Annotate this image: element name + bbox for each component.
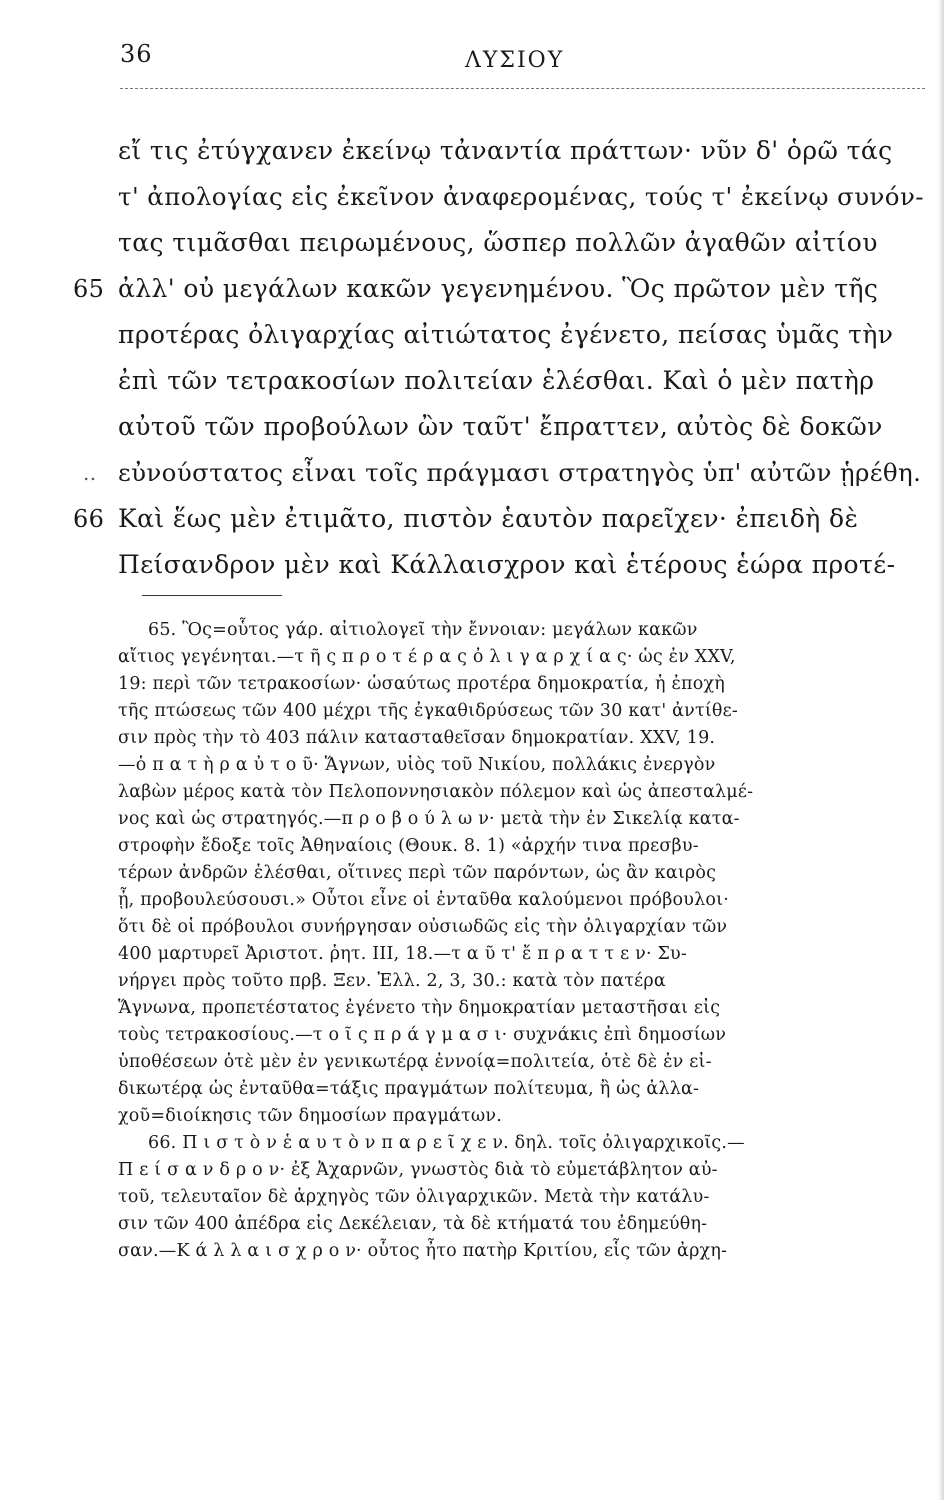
line-text: τας τιμᾶσθαι πειρωμένους, ὥσπερ πολλῶν ἀγαθῶν αἰτίου <box>118 228 878 257</box>
note-line: τοῦ, τελευταῖον δὲ ἀρχηγὸς τῶν ὀλιγαρχικῶν. Μετὰ τὴν κατάλυ- <box>118 1187 710 1207</box>
note-line: Π ε ί σ α ν δ ρ ο ν· ἐξ Ἀχαρνῶν, γνωστὸς διὰ τὸ εὐμετάβλητον αὐ- <box>118 1160 718 1180</box>
text-line <box>118 174 928 220</box>
text-line <box>118 404 928 450</box>
note-line: τέρων ἀνδρῶν ἑλέσθαι, οἵτινες περὶ τῶν παρόντων, ὡς ἂν καιρὸς <box>118 863 717 883</box>
note-line: ὅτι δὲ οἱ πρόβουλοι συνήργησαν οὐσιωδῶς εἰς τὴν ὀλιγαρχίαν τῶν <box>118 917 728 937</box>
text-line <box>118 220 928 266</box>
running-title: ΛΥΣΙΟΥ <box>465 48 565 73</box>
text-line <box>73 496 928 542</box>
note-line: νος καὶ ὡς στρατηγός.—π ρ ο β ο ύ λ ω ν· μετὰ τὴν ἐν Σικελίᾳ κατα- <box>118 809 740 829</box>
line-text: προτέρας ὀλιγαρχίας αἰτιώτατος ἐγένετο, πείσας ὑμᾶς τὴν <box>118 320 894 349</box>
text-line <box>83 450 928 496</box>
note-line: σιν πρὸς τὴν τὸ 403 πάλιν κατασταθεῖσαν δημοκρατίαν. XXV, 19. <box>118 728 716 748</box>
line-text: Καὶ ἕως μὲν ἐτιμᾶτο, πιστὸν ἑαυτὸν παρεῖχεν· ἐπειδὴ δὲ <box>118 504 859 533</box>
commentary-notes <box>118 617 933 1265</box>
note-line: 400 μαρτυρεῖ Ἀριστοτ. ῥητ. ΙΙΙ, 18.—τ α ῦ τ' ἔ π ρ α τ τ ε ν· Συ- <box>118 944 688 964</box>
note-line: ὑποθέσεων ὁτὲ μὲν ἐν γενικωτέρᾳ ἐννοίᾳ=πολιτεία, ὁτὲ δὲ ἐν εἰ- <box>118 1052 712 1072</box>
line-text: εἴ τις ἐτύγχανεν ἐκείνῳ τἀναντία πράττων· νῦν δ' ὁρῶ τάς <box>118 136 893 165</box>
note-line: χοῦ=διοίκησις τῶν δημοσίων πραγμάτων. <box>118 1106 503 1126</box>
line-text: ἐπὶ τῶν τετρακοσίων πολιτείαν ἑλέσθαι. Καὶ ὁ μὲν πατὴρ <box>118 366 875 395</box>
note-line: δικωτέρᾳ ὡς ἐνταῦθα=τάξις πραγμάτων πολίτευμα, ἢ ὡς ἀλλα- <box>118 1079 700 1099</box>
note-line: Ἅγνωνα, προπετέστατος ἐγένετο τὴν δημοκρατίαν μεταστῆσαι εἰς <box>118 998 721 1018</box>
line-text: ἀλλ' οὐ μεγάλων κακῶν γεγενημένου. Ὃς πρῶτον μὲν τῆς <box>118 274 879 303</box>
footnote-divider <box>142 595 282 596</box>
line-text: εὐνούστατος εἶναι τοῖς πράγμασι στρατηγὸς ὑπ' αὐτῶν ᾑρέθη. <box>118 458 922 487</box>
text-line <box>118 312 928 358</box>
scan-edge-shadow <box>938 0 944 1500</box>
page-number: 36 <box>120 40 153 68</box>
note-line: ᾖ, προβουλεύσουσι.» Οὗτοι εἶνε οἱ ἐνταῦθα καλούμενοι πρόβουλοι· <box>118 890 729 910</box>
line-text: Πείσανδρον μὲν καὶ Κάλλαισχρον καὶ ἑτέρους ἑώρα προτέ- <box>118 550 896 579</box>
section-number: 65 <box>73 275 105 303</box>
note-line: 66. Π ι σ τ ὸ ν ἑ α υ τ ὸ ν π α ρ ε ῖ χ ε ν. δηλ. τοῖς ὀλιγαρχικοῖς.— <box>148 1133 745 1153</box>
note-line: στροφὴν ἔδοξε τοῖς Ἀθηναίοις (Θουκ. 8. 1) «ἀρχήν τινα πρεσβυ- <box>118 836 699 856</box>
note-line: 65. Ὃς=οὗτος γάρ. αἰτιολογεῖ τὴν ἔννοιαν: μεγάλων κακῶν <box>148 620 698 640</box>
note-line: νήργει πρὸς τοῦτο πρβ. Ξεν. Ἑλλ. 2, 3, 30.: κατὰ τὸν πατέρα <box>118 971 666 991</box>
section-number: 66 <box>73 505 105 533</box>
text-line <box>73 266 928 312</box>
note-line: σιν τῶν 400 ἀπέδρα εἰς Δεκέλειαν, τὰ δὲ κτήματά του ἐδημεύθη- <box>118 1214 708 1234</box>
note-line: λαβὼν μέρος κατὰ τὸν Πελοποννησιακὸν πόλεμον καὶ ὡς ἀπεσταλμέ- <box>118 782 754 802</box>
note-line: 19: περὶ τῶν τετρακοσίων· ὡσαύτως προτέρα δημοκρατία, ἡ ἐποχὴ <box>118 674 725 694</box>
note-line: —ὁ π α τ ὴ ρ α ὐ τ ο ῦ· Ἅγνων, υἱὸς τοῦ Νικίου, πολλάκις ἐνεργὸν <box>118 755 716 775</box>
line-text: αὐτοῦ τῶν προβούλων ὢν ταῦτ' ἔπραττεν, αὐτὸς δὲ δοκῶν <box>118 412 883 441</box>
text-line <box>118 128 928 174</box>
text-line <box>118 542 928 588</box>
note-line: αἴτιος γεγένηται.—τ ῆ ς π ρ ο τ έ ρ α ς ὀ λ ι γ α ρ χ ί α ς· ὡς ἐν XXV, <box>118 647 736 667</box>
note-line: τοὺς τετρακοσίους.—τ ο ῖ ς π ρ ά γ μ α σ ι· συχνάκις ἐπὶ δημοσίων <box>118 1025 727 1045</box>
main-text <box>73 128 928 588</box>
note-line: σαν.—Κ ά λ λ α ι σ χ ρ ο ν· οὗτος ἦτο πατὴρ Κριτίου, εἷς τῶν ἀρχη- <box>118 1241 728 1261</box>
note-line: τῆς πτώσεως τῶν 400 μέχρι τῆς ἐγκαθιδρύσεως τῶν 30 κατ' ἀντίθε- <box>118 701 739 721</box>
header-divider <box>120 88 925 89</box>
margin-mark: .. <box>83 461 97 485</box>
line-text: τ' ἀπολογίας εἰς ἐκεῖνον ἀναφερομένας, τούς τ' ἐκείνῳ συνόν- <box>118 182 924 211</box>
text-line <box>118 358 928 404</box>
